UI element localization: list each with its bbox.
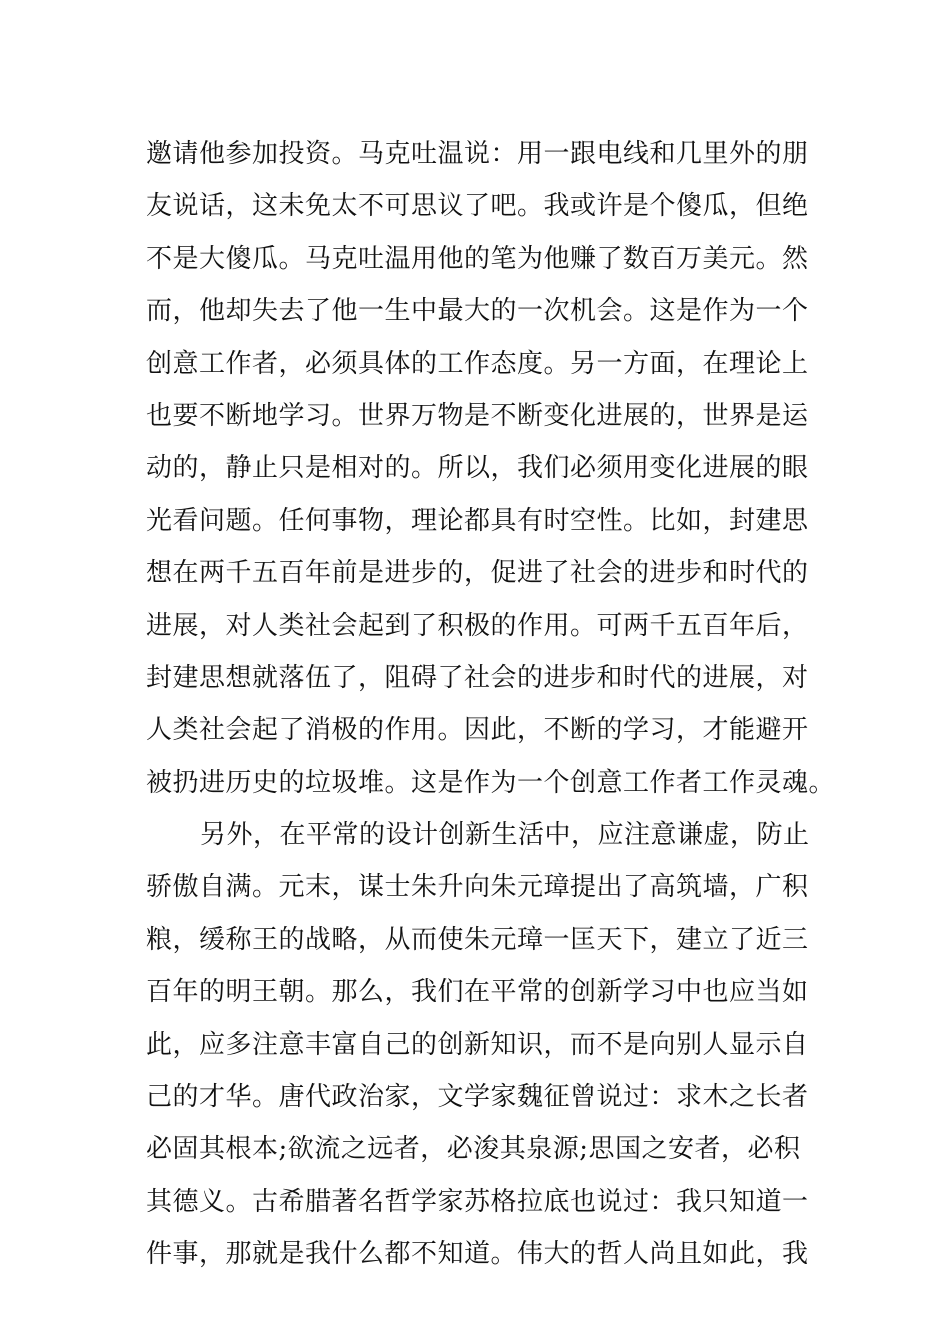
text-line: 进展，对人类社会起到了积极的作用。可两千五百年后， [146,610,809,641]
text-line: 而，他却失去了他一生中最大的一次机会。这是作为一个 [146,296,809,327]
text-line: 己的才华。唐代政治家，文学家魏征曾说过：求木之长者 [146,1082,809,1113]
text-line: 想在两千五百年前是进步的，促进了社会的进步和时代的 [146,558,809,589]
text-line: 邀请他参加投资。马克吐温说：用一跟电线和几里外的朋 [146,139,809,169]
text-line: 被扔进历史的垃圾堆。这是作为一个创意工作者工作灵魂。 [146,767,836,798]
text-line: 其德义。古希腊著名哲学家苏格拉底也说过：我只知道一 [146,1186,809,1217]
text-line: 此，应多注意丰富自己的创新知识，而不是向别人显示自 [146,1029,809,1060]
text-line: 必固其根本;欲流之远者，必浚其泉源;思国之安者，必积 [146,1134,801,1165]
text-line: 粮，缓称王的战略，从而使朱元璋一匡天下，建立了近三 [146,924,809,955]
document-body [146,128,836,1281]
text-line-indented: 另外，在平常的设计创新生活中，应注意谦虚，防止 [200,820,810,851]
text-line: 百年的明王朝。那么，我们在平常的创新学习中也应当如 [146,977,809,1008]
text-line: 光看问题。任何事物，理论都具有时空性。比如，封建思 [146,505,809,536]
text-line: 也要不断地学习。世界万物是不断变化进展的，世界是运 [146,400,809,431]
paragraph-1 [146,128,836,809]
text-line: 骄傲自满。元末，谋士朱升向朱元璋提出了高筑墙，广积 [146,872,809,903]
text-line: 封建思想就落伍了，阻碍了社会的进步和时代的进展，对 [146,662,809,693]
text-line: 友说话，这未免太不可思议了吧。我或许是个傻瓜，但绝 [146,191,809,222]
text-line: 不是大傻瓜。马克吐温用他的笔为他赚了数百万美元。然 [146,243,809,274]
text-line: 创意工作者，必须具体的工作态度。另一方面，在理论上 [146,348,809,379]
text-line: 人类社会起了消极的作用。因此，不断的学习，才能避开 [146,715,809,746]
text-line: 件事，那就是我什么都不知道。伟大的哲人尚且如此，我 [146,1239,809,1270]
text-line: 动的，静止只是相对的。所以，我们必须用变化进展的眼 [146,453,809,484]
paragraph-2 [146,809,826,1281]
